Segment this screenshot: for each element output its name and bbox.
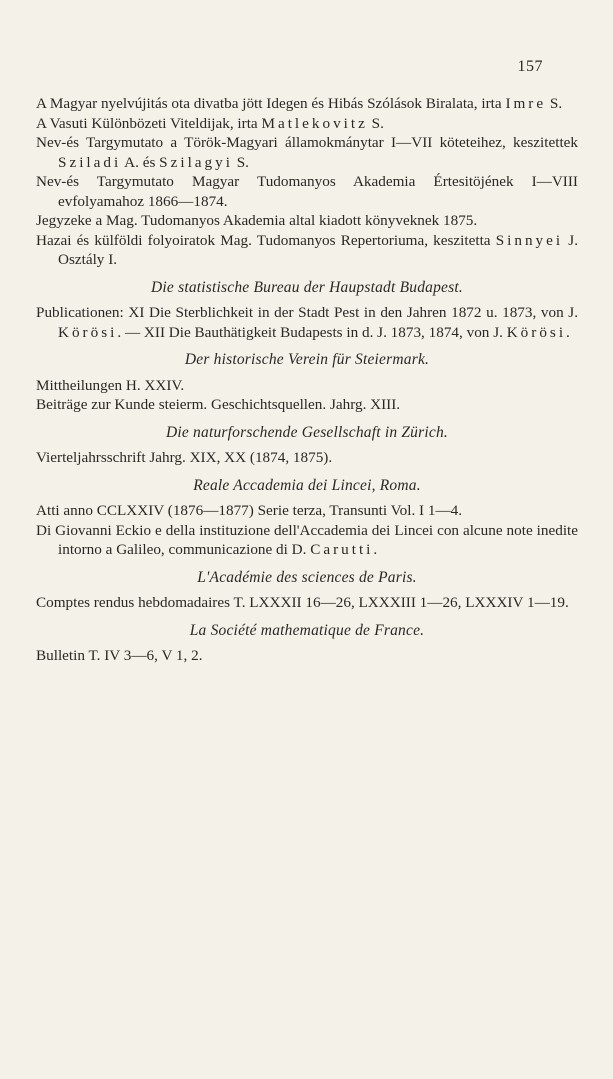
entry-text: Bulletin T. IV 3—6, V 1, 2. bbox=[36, 647, 203, 664]
bibliography-entry bbox=[36, 94, 578, 114]
entry-text: . bbox=[566, 323, 570, 341]
section-heading: Die statistische Bureau der Haupstadt Budapest. bbox=[151, 278, 463, 296]
bibliography-entry bbox=[36, 133, 578, 172]
author-name: Imre bbox=[505, 95, 547, 112]
entry-text: Nev-és Targymutato a Török-Magyari államokmánytar I—VII köteteihez, keszitettek bbox=[36, 134, 578, 151]
entry-text: S. bbox=[232, 153, 249, 171]
entry-text: Comptes rendus hebdomadaires T. LXXXII 16—26, LXXXIII 1—26, LXXXIV 1—19. bbox=[36, 594, 569, 611]
bibliography-entry bbox=[36, 303, 578, 342]
entry-text: . — XII Die Bauthätigkeit Budapests in d. J. 1873, 1874, von J. bbox=[117, 323, 507, 341]
bibliography-entry bbox=[36, 172, 578, 211]
author-name: Körösi bbox=[506, 323, 567, 341]
entry-text: Hazai és külföldi folyoiratok Mag. Tudomanyos Repertoriuma, keszitetta bbox=[36, 231, 496, 249]
entry-text: S. bbox=[546, 95, 563, 112]
entry-text: Jegyzeke a Mag. Tudomanyos Akademia altal kiadott könyveknek 1875. bbox=[36, 212, 478, 229]
section-heading: Die naturforschende Gesellschaft in Zürich. bbox=[166, 423, 448, 441]
entry-text: A Magyar nyelvújitás ota divatba jött Idegen és Hibás Szólások Biralata, irta bbox=[36, 95, 506, 112]
entry-text: Nev-és Targymutato Magyar Tudomanyos Akademia Értesitöjének I—VIII evfolyamahoz 1866—1874. bbox=[36, 173, 578, 210]
bibliography-entry bbox=[36, 501, 578, 521]
bibliography-entry bbox=[36, 231, 578, 270]
author-name: Körösi bbox=[58, 323, 118, 341]
entry-text: . bbox=[373, 541, 378, 558]
entry-text: J. Osztály I. bbox=[58, 231, 578, 268]
entry-text: Atti anno CCLXXIV (1876—1877) Serie terza, Transunti Vol. I 1—4. bbox=[36, 502, 463, 519]
section-heading: Reale Accademia dei Lincei, Roma. bbox=[193, 476, 421, 494]
entry-text: Mittheilungen H. XXIV. bbox=[36, 376, 185, 394]
entry-text: Vierteljahrsschrift Jahrg. XIX, XX (1874, 1875). bbox=[36, 449, 333, 466]
bibliography-entry bbox=[36, 521, 578, 560]
entry-text: A Vasuti Különbözeti Viteldijak, irta bbox=[36, 114, 262, 132]
section-heading: Der historische Verein für Steiermark. bbox=[184, 351, 430, 368]
author-name: Szilagyi bbox=[159, 153, 233, 171]
bibliography-entry bbox=[36, 448, 578, 468]
author-name: Sziladi bbox=[58, 153, 122, 171]
document-body bbox=[36, 94, 578, 666]
section-heading: L'Académie des sciences de Paris. bbox=[197, 568, 417, 586]
entry-text: Di Giovanni Eckio e della instituzione dell'Accademia dei Lincei con alcune note inedite intorno a Galileo, communicazione di D. bbox=[36, 521, 578, 558]
bibliography-entry bbox=[36, 211, 578, 231]
bibliography-entry bbox=[36, 593, 578, 613]
entry-text: Beiträge zur Kunde steierm. Geschichtsquellen. Jahrg. XIII. bbox=[36, 396, 401, 413]
author-name: Matlekovitz bbox=[261, 114, 368, 132]
bibliography-entry bbox=[36, 114, 578, 134]
section-heading: La Société mathematique de France. bbox=[189, 621, 425, 639]
author-name: Carutti bbox=[310, 541, 374, 558]
bibliography-entry bbox=[36, 376, 578, 396]
entry-text: Publicationen: XI Die Sterblichkeit in der Stadt Pest in den Jahren 1872 u. 1873, von J. bbox=[36, 304, 578, 321]
page-number: 157 bbox=[517, 58, 543, 75]
entry-text: A. és bbox=[121, 153, 160, 171]
bibliography-entry bbox=[36, 646, 578, 666]
author-name: Sinnyei bbox=[495, 231, 564, 249]
entry-text: S. bbox=[367, 114, 384, 132]
bibliography-entry bbox=[36, 395, 578, 415]
